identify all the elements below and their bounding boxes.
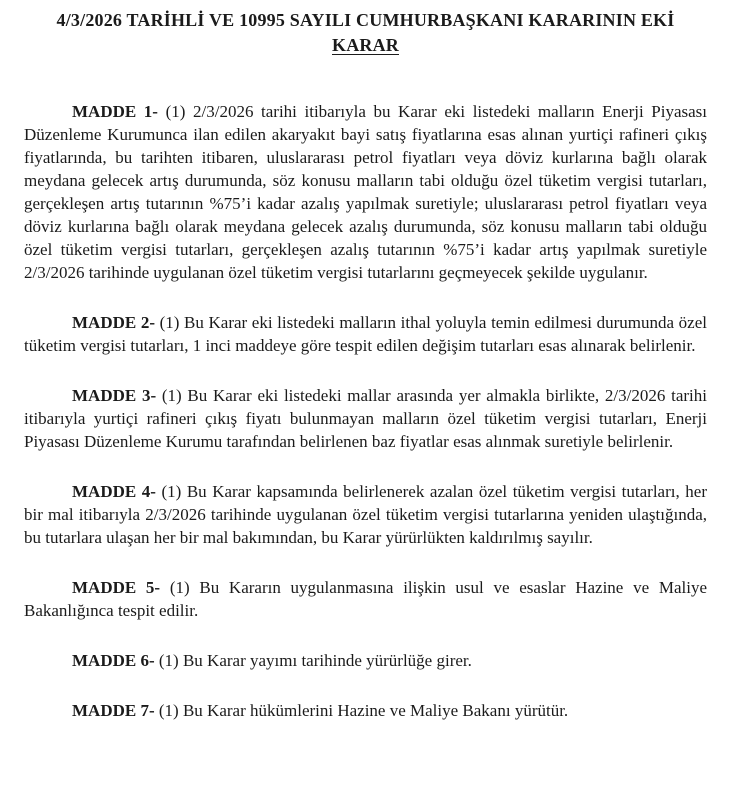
article-madde-2-body: (1) Bu Karar eki listedeki malların ithal yoluyla temin edilmesi durumunda özel tüketim vergisi tutarları, 1 inci maddeye göre tespit edilen değişim tutarları esas alınarak belirlenir. — [24, 313, 707, 355]
article-madde-7-body: (1) Bu Karar hükümlerini Hazine ve Maliye Bakanı yürütür. — [154, 701, 569, 720]
article-madde-6 — [24, 649, 707, 672]
article-madde-2 — [24, 311, 707, 357]
title-line-2: KARAR — [332, 35, 399, 55]
article-madde-5-body: (1) Bu Kararın uygulanmasına ilişkin usul ve esaslar Hazine ve Maliye Bakanlığınca tespit edilir. — [24, 578, 707, 620]
article-madde-4-label: MADDE 4- — [72, 482, 156, 501]
document-title — [24, 8, 707, 58]
article-madde-1 — [24, 100, 707, 284]
article-madde-4-body: (1) Bu Karar kapsamında belirlenerek azalan özel tüketim vergisi tutarları, her bir mal itibarıyla 2/3/2026 tarihinde uygulanan özel tüketim vergisi tutarlarına yeniden ulaştığında, bu tutarlara ulaşan her bir mal bakımından, bu Karar yürürlükten kaldırılmış sayılır. — [24, 482, 707, 547]
article-madde-2-label: MADDE 2- — [72, 313, 155, 332]
article-madde-5 — [24, 576, 707, 622]
article-madde-5-label: MADDE 5- — [72, 578, 161, 597]
article-madde-3-label: MADDE 3- — [72, 386, 157, 405]
article-madde-1-body: (1) 2/3/2026 tarihi itibarıyla bu Karar eki listedeki malların Enerji Piyasası Düzenleme Kurumunca ilan edilen akaryakıt bayi satış fiyatlarına esas alınan yurtiçi rafineri çıkış fiyatlarında, bu tarihten itibaren, uluslararası petrol fiyatları veya döviz kurlarına bağlı olarak meydana gelecek artış durumunda, söz konusu malların tabi olduğu özel tüketim vergisi tutarları, gerçekleşen artış tutarının %75’i kadar azalış yapılmak suretiyle; uluslararası petrol fiyatları veya döviz kurlarına bağlı olarak meydana gelecek azalış durumunda, söz konusu malların tabi olduğu özel tüketim vergisi tutarları, gerçekleşen azalış tutarının %75’i kadar artış yapılmak suretiyle 2/3/2026 tarihinde uygulanan özel tüketim vergisi tutarlarını geçmeyecek şekilde uygulanır. — [24, 102, 707, 282]
article-madde-7-label: MADDE 7- — [72, 701, 155, 720]
article-madde-3-body: (1) Bu Karar eki listedeki mallar arasında yer almakla birlikte, 2/3/2026 tarihi itibarıyla yurtiçi rafineri çıkış fiyatı bulunmayan malların özel tüketim vergisi tutarları, Enerji Piyasası Düzenleme Kurumu tarafından belirlenen baz fiyatlar esas alınmak suretiyle belirlenir. — [24, 386, 707, 451]
article-madde-6-label: MADDE 6- — [72, 651, 155, 670]
article-madde-6-body: (1) Bu Karar yayımı tarihinde yürürlüğe girer. — [154, 651, 472, 670]
article-madde-7 — [24, 699, 707, 722]
article-madde-1-label: MADDE 1- — [72, 102, 158, 121]
title-line-1: 4/3/2026 TARİHLİ VE 10995 SAYILI CUMHURBAŞKANI KARARININ EKİ — [56, 10, 675, 30]
article-madde-4 — [24, 480, 707, 549]
article-madde-3 — [24, 384, 707, 453]
